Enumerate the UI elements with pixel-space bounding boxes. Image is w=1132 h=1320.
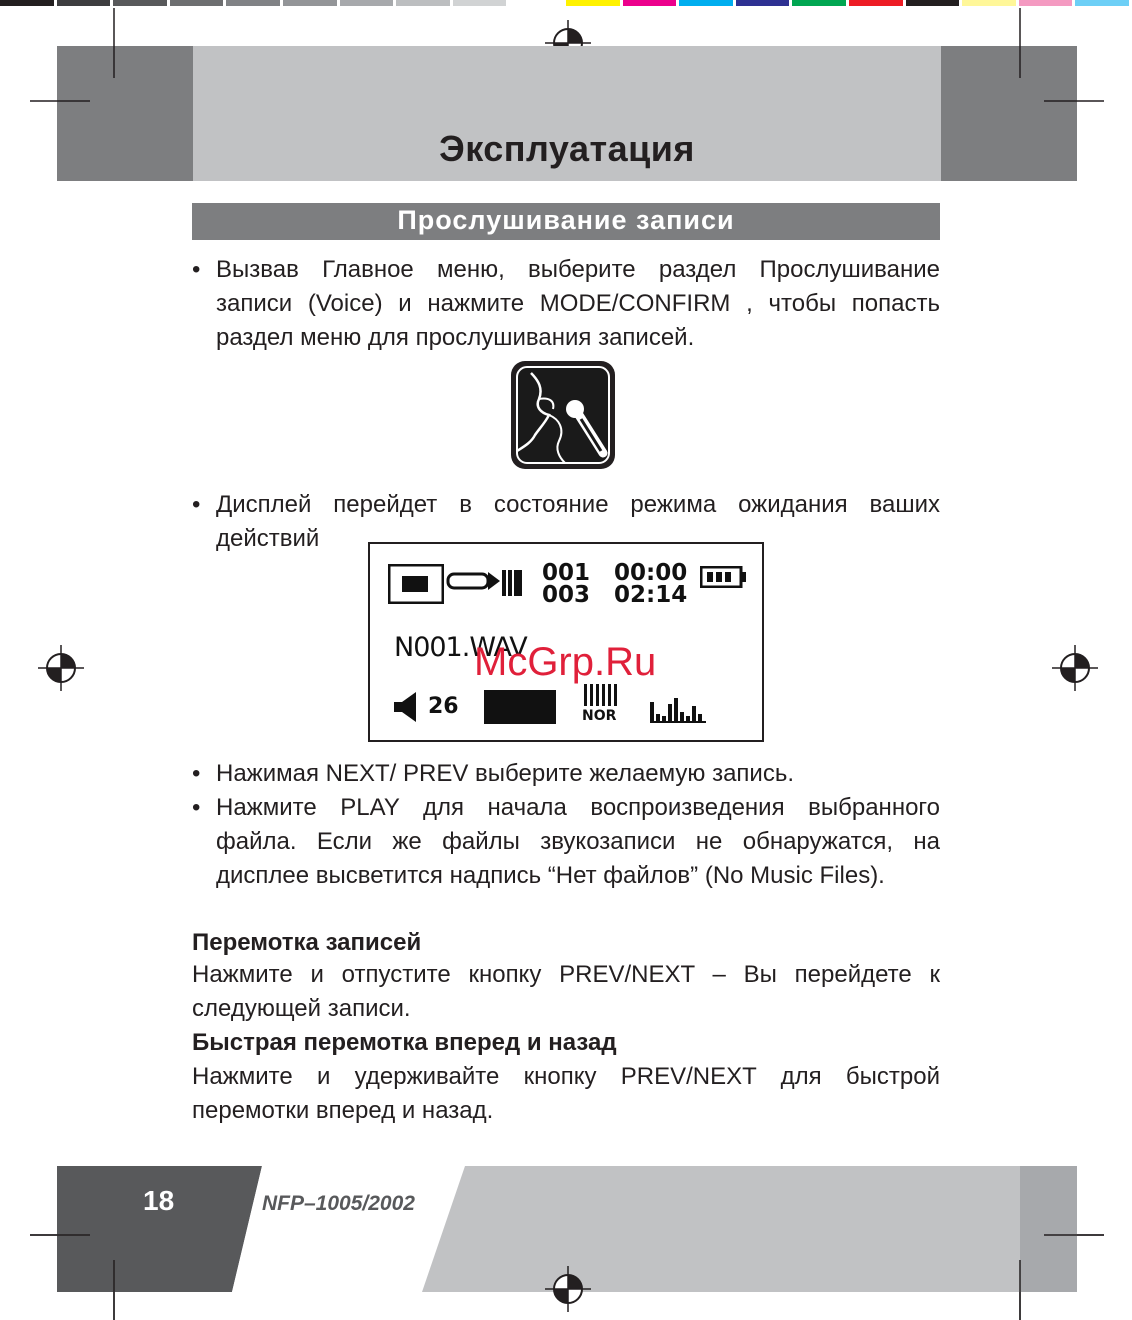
bullet-text: Нажимая NEXT/ PREV выберите желаемую запись. — [216, 760, 795, 787]
page-number: 18 — [143, 1185, 175, 1216]
bullet-dot: • — [192, 256, 201, 283]
eq-label: NOR — [582, 708, 617, 724]
subheading-rewind: Перемотка записей — [192, 929, 422, 956]
section-title: Прослушивание записи — [397, 205, 735, 235]
volume-level: 26 — [428, 694, 459, 719]
file-name: N001.WAV — [394, 632, 527, 663]
time-total: 02:14 — [614, 582, 688, 608]
paragraph-rewind: Нажмите и отпустите кнопку PREV/NEXT – Вы перейдете к следующей записи. — [192, 961, 940, 1022]
time-elapsed: 00:00 — [614, 560, 688, 586]
bullet-dot: • — [192, 794, 201, 821]
bullet-dot: • — [192, 760, 201, 787]
bullet-dot: • — [192, 491, 201, 518]
subheading-fast-rewind: Быстрая перемотка вперед и назад — [192, 1029, 617, 1056]
bullet-text: Вызвав Главное меню, выберите раздел Прослушивание записи (Voice) и нажмите MODE/CONFIRM , чтобы попасть раздел меню для прослушивания записей. — [216, 256, 940, 351]
track-current: 001 — [542, 560, 591, 586]
bullet-text: Дисплей перейдет в состояние режима ожидания ваших действий — [216, 491, 940, 552]
model-number: NFP–1005/2002 — [262, 1192, 415, 1215]
paragraph-fast-rewind: Нажмите и удерживайте кнопку PREV/NEXT для быстрой перемотки вперед и назад. — [192, 1063, 940, 1124]
track-total: 003 — [542, 582, 591, 608]
page-title: Эксплуатация — [439, 128, 695, 169]
bullet-text: Нажмите PLAY для начала воспроизведения выбранного файла. Если же файлы звукозаписи не обнаружатся, на дисплее высветится надпись “Нет файлов” (No Music Files). — [216, 794, 940, 889]
watermark-text: McGrp.Ru — [474, 640, 657, 684]
